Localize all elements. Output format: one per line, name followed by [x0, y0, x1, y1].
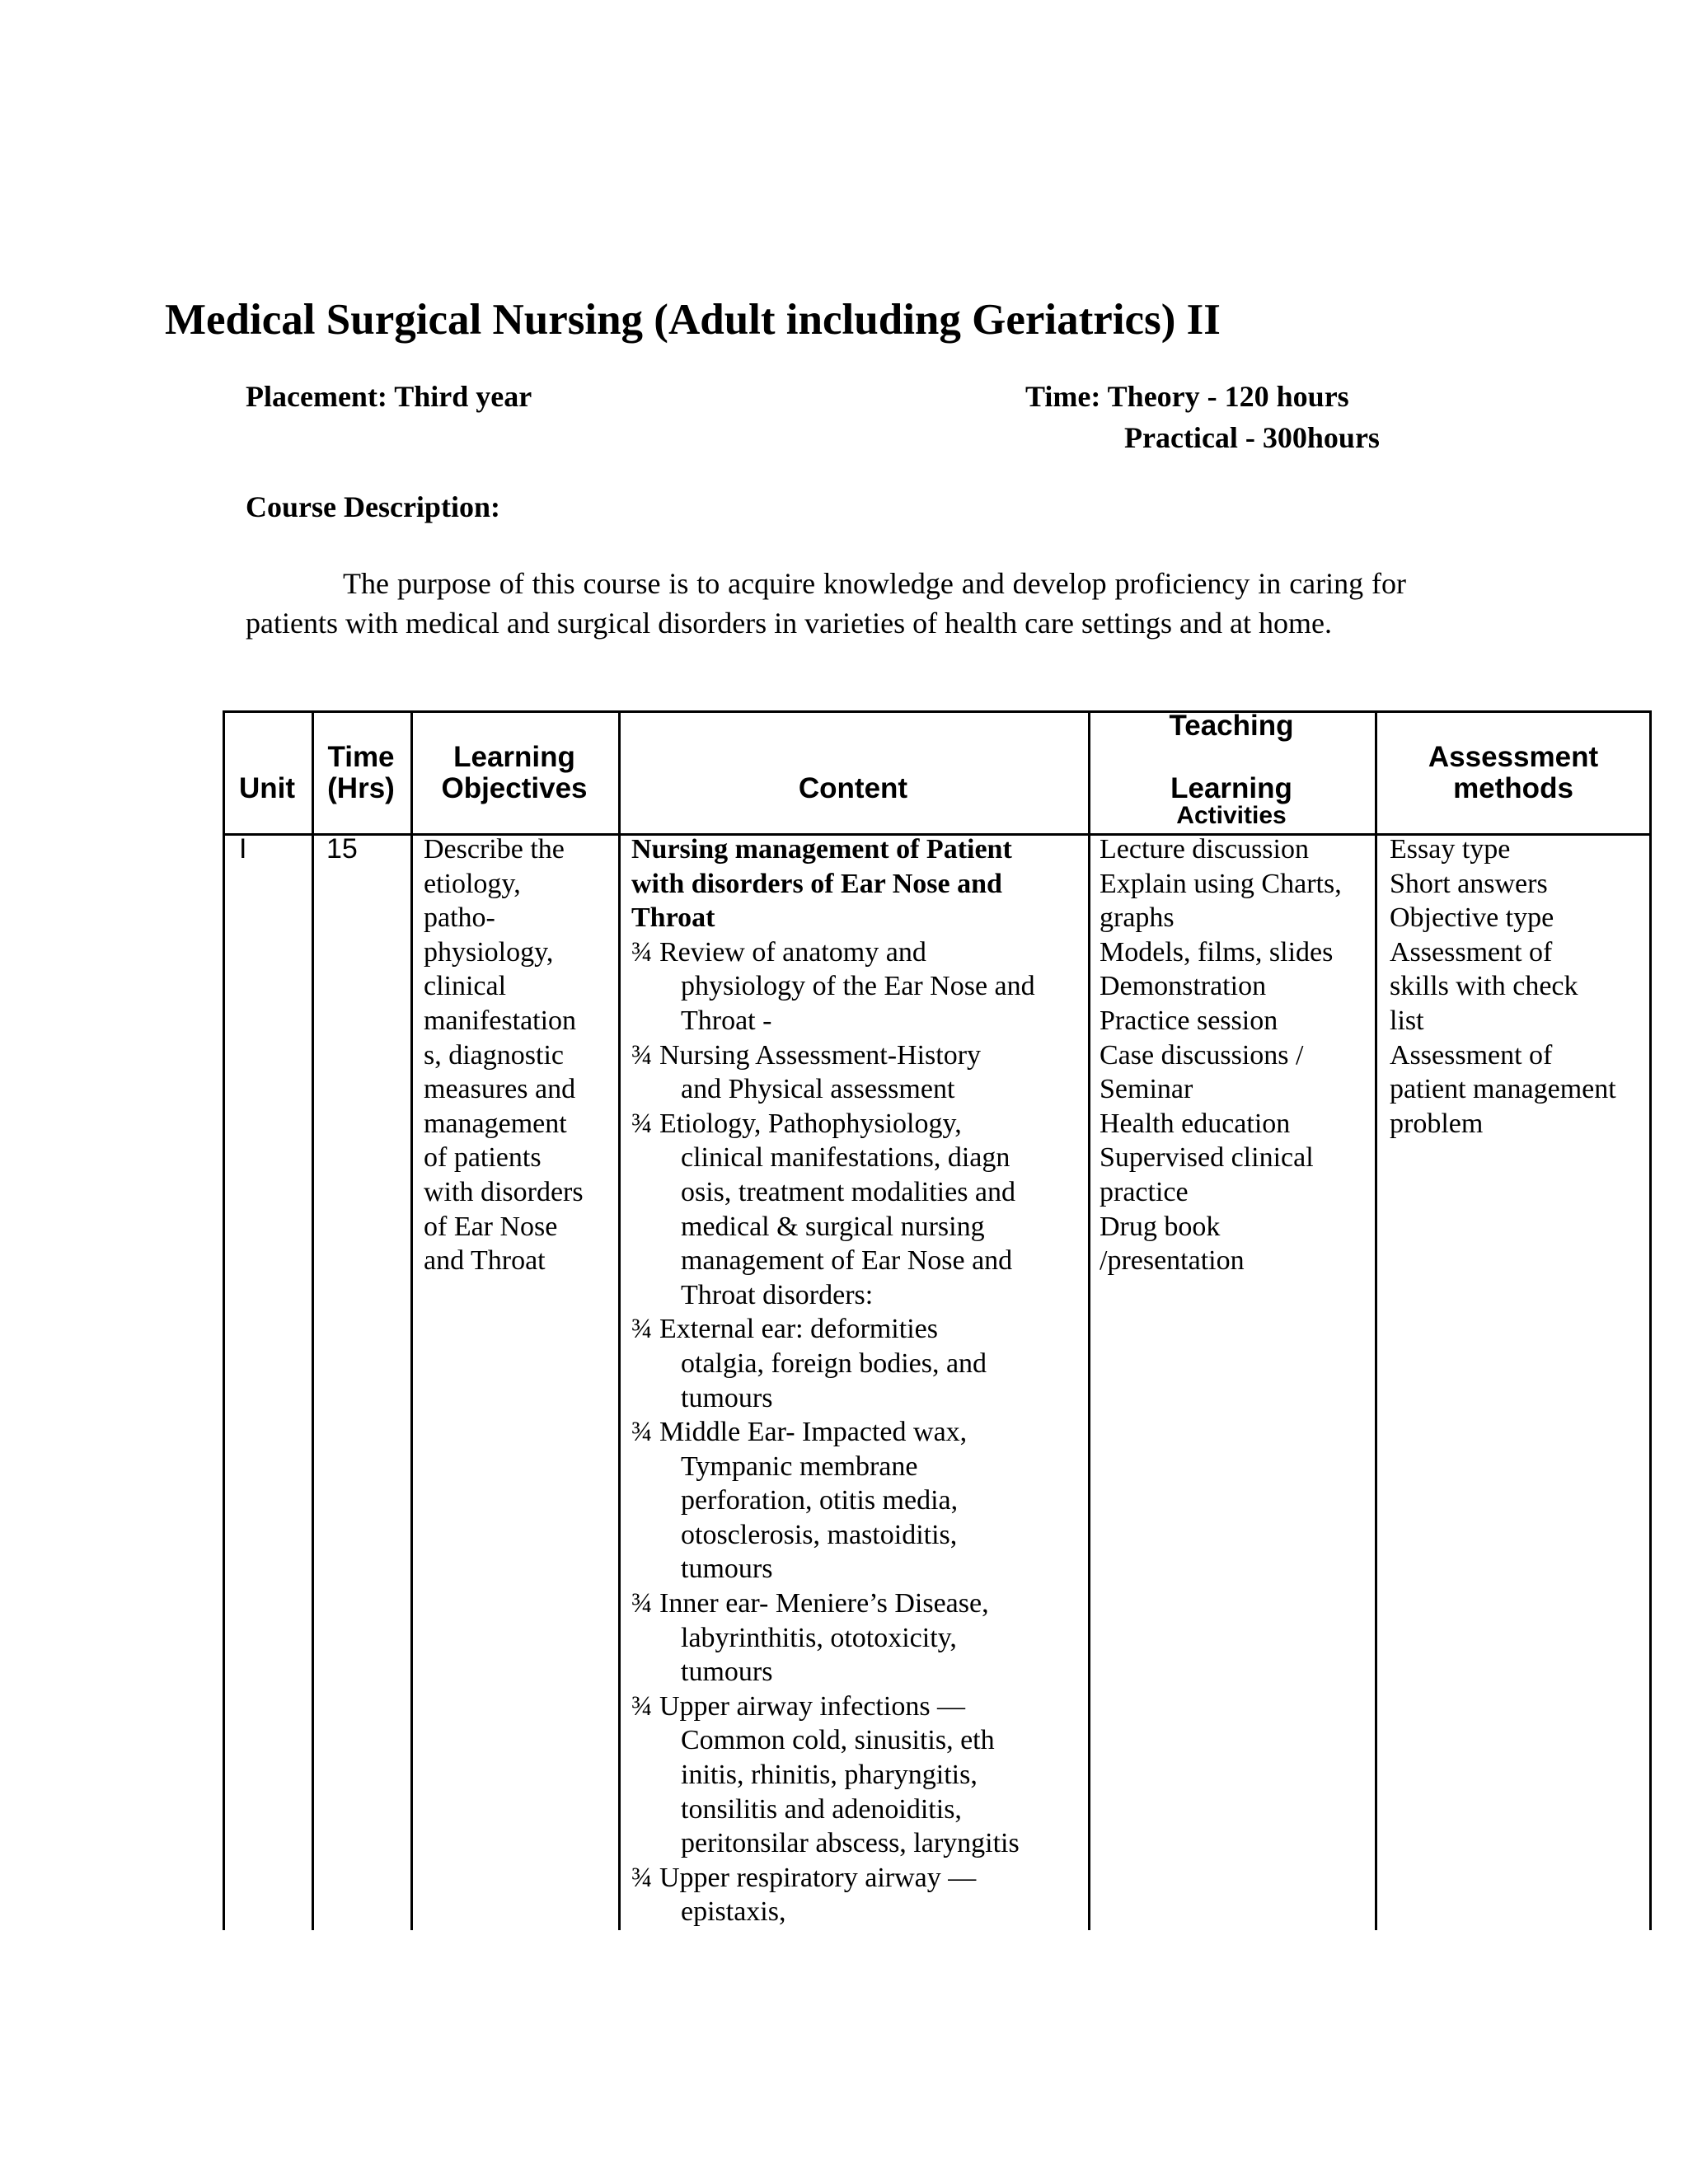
activity-line: Supervised clinical: [1100, 1142, 1314, 1174]
bullet-continuation: management of Ear Nose and: [681, 1245, 1013, 1277]
header-objectives: [410, 742, 618, 804]
bullet-symbol: ¾: [631, 936, 659, 968]
assessment-line: skills with check: [1390, 971, 1578, 1002]
objective-line: clinical: [424, 971, 507, 1002]
header-teaching-learning: [1088, 710, 1375, 827]
syllabus-table: [223, 710, 1652, 1930]
content-heading-line: with disorders of Ear Nose and: [631, 868, 1002, 899]
objective-line: patho-: [424, 902, 495, 934]
column-divider: [1088, 710, 1090, 1930]
bullet-lead-text: Nursing Assessment-History: [659, 1039, 982, 1071]
activity-line: Case discussions /: [1100, 1039, 1304, 1071]
assessment-line: problem: [1390, 1108, 1484, 1139]
header-content: Content: [798, 772, 908, 804]
bullet-continuation: Common cold, sinusitis, eth: [681, 1725, 995, 1756]
bullet-continuation: tumours: [681, 1382, 773, 1413]
activity-line: /presentation: [1100, 1245, 1245, 1277]
bullet-continuation: otalgia, foreign bodies, and: [681, 1347, 987, 1379]
column-divider: [312, 710, 314, 1930]
content-bullet-item: [631, 1690, 1035, 1861]
header-teaching-line: Teaching: [1169, 710, 1294, 742]
bullet-lead: [631, 1861, 1035, 1896]
cell-activities: [1100, 832, 1342, 1278]
bullet-continuation: tumours: [681, 1657, 773, 1688]
bullet-symbol: ¾: [631, 1417, 659, 1448]
activity-line: Demonstration: [1100, 971, 1267, 1002]
bullet-symbol: ¾: [631, 1108, 659, 1139]
content-heading-line: Throat: [631, 902, 715, 934]
objective-line: s, diagnostic: [424, 1039, 564, 1071]
time-theory: Time: Theory - 120 hours: [1025, 380, 1349, 413]
placement-label: Placement: Third year: [246, 380, 532, 413]
header-objectives-line: Objectives: [441, 772, 588, 804]
content-bullet-item: [631, 1586, 1035, 1690]
course-description-heading: Course Description:: [246, 490, 500, 523]
bullet-symbol: ¾: [631, 1690, 659, 1722]
assessment-line: Objective type: [1390, 902, 1554, 934]
objective-line: Describe the: [424, 834, 565, 865]
objective-line: physiology,: [424, 936, 554, 968]
content-bullet-item: [631, 1312, 1035, 1415]
time-practical: Practical - 300hours: [1124, 421, 1380, 454]
objective-line: management: [424, 1108, 567, 1139]
table-border-left: [223, 710, 225, 1930]
header-assessment-line: Assessment: [1428, 741, 1599, 773]
column-divider: [618, 710, 621, 1930]
objective-line: manifestation: [424, 1005, 577, 1036]
bullet-lead-text: Inner ear- Meniere’s Disease,: [659, 1588, 989, 1619]
cell-content: [631, 832, 1035, 1929]
content-bullet-item: [631, 1861, 1035, 1929]
assessment-line: list: [1390, 1005, 1424, 1036]
bullet-lead: [631, 1038, 1035, 1073]
bullet-lead-text: Middle Ear- Impacted wax,: [659, 1417, 968, 1448]
bullet-continuation: labyrinthitis, ototoxicity,: [681, 1622, 957, 1653]
header-assessment-line: methods: [1453, 772, 1573, 804]
bullet-continuation: perforation, otitis media,: [681, 1485, 959, 1516]
bullet-lead: [631, 1312, 1035, 1347]
activity-line: Seminar: [1100, 1074, 1193, 1105]
bullet-continuation: tonsilitis and adenoiditis,: [681, 1793, 962, 1825]
cell-objectives: [424, 832, 584, 1278]
content-bullet-item: [631, 1107, 1035, 1313]
activity-line: Explain using Charts,: [1100, 868, 1342, 899]
cell-unit: I: [239, 833, 247, 865]
page-title: Medical Surgical Nursing (Adult including Geriatrics) II: [165, 296, 1221, 344]
bullet-continuation: osis, treatment modalities and: [681, 1176, 1016, 1207]
bullet-continuation: peritonsilar abscess, laryngitis: [681, 1828, 1020, 1859]
activity-line: Lecture discussion: [1100, 834, 1309, 865]
content-bullet-item: [631, 1038, 1035, 1107]
activity-line: graphs: [1100, 902, 1175, 934]
bullet-lead: [631, 1586, 1035, 1621]
bullet-continuation: physiology of the Ear Nose and: [681, 971, 1035, 1002]
bullet-continuation: epistaxis,: [681, 1896, 786, 1928]
bullet-lead-text: External ear: deformities: [659, 1314, 938, 1345]
bullet-lead-text: Upper respiratory airway —: [659, 1862, 977, 1893]
bullet-continuation: otosclerosis, mastoiditis,: [681, 1519, 958, 1550]
objective-line: of Ear Nose: [424, 1211, 558, 1242]
activity-line: Drug book: [1100, 1211, 1221, 1242]
header-time-line: (Hrs): [327, 772, 395, 804]
cell-time: 15: [326, 833, 358, 865]
bullet-lead-text: Upper airway infections —: [659, 1690, 966, 1722]
assessment-line: Essay type: [1390, 834, 1511, 865]
header-objectives-line: Learning: [453, 741, 575, 773]
content-bullet-item: [631, 935, 1035, 1038]
header-teaching-line: Activities: [1176, 802, 1287, 829]
table-border-right: [1649, 710, 1652, 1930]
assessment-line: Assessment of: [1390, 1039, 1553, 1071]
bullet-symbol: ¾: [631, 1862, 659, 1893]
assessment-line: Assessment of: [1390, 936, 1553, 968]
assessment-line: Short answers: [1390, 868, 1548, 899]
assessment-line: patient management: [1390, 1074, 1616, 1105]
header-time-line: Time: [327, 741, 395, 773]
bullet-continuation: clinical manifestations, diagn: [681, 1142, 1010, 1174]
objective-line: etiology,: [424, 868, 521, 899]
header-teaching-line: Learning: [1170, 772, 1292, 804]
bullet-continuation: tumours: [681, 1554, 773, 1585]
content-bullet-item: [631, 1415, 1035, 1586]
objective-line: and Throat: [424, 1245, 546, 1277]
table-border-top: [223, 710, 1652, 713]
header-time: [312, 742, 410, 804]
column-divider: [410, 710, 413, 1930]
bullet-symbol: ¾: [631, 1314, 659, 1345]
bullet-lead-text: Etiology, Pathophysiology,: [659, 1108, 962, 1139]
cell-assessment: [1390, 832, 1616, 1141]
course-description-text: The purpose of this course is to acquire knowledge and develop proficiency in caring for patients with medical and surgical disorders in varieties of health care settings and at home.: [246, 567, 1406, 640]
bullet-lead: [631, 1690, 1035, 1724]
objective-line: measures and: [424, 1074, 576, 1105]
content-heading-line: Nursing management of Patient: [631, 834, 1012, 865]
activity-line: Practice session: [1100, 1005, 1278, 1036]
objective-line: of patients: [424, 1142, 542, 1174]
activity-line: Models, films, slides: [1100, 936, 1334, 968]
bullet-continuation: Throat -: [681, 1005, 772, 1036]
bullet-lead: [631, 1107, 1035, 1141]
header-unit: Unit: [238, 772, 296, 804]
activity-line: practice: [1100, 1176, 1189, 1207]
bullet-symbol: ¾: [631, 1039, 659, 1071]
bullet-continuation: Throat disorders:: [681, 1279, 874, 1310]
bullet-lead: [631, 935, 1035, 970]
activity-line: Health education: [1100, 1108, 1291, 1139]
bullet-lead-text: Review of anatomy and: [659, 936, 926, 968]
bullet-lead: [631, 1415, 1035, 1450]
bullet-continuation: Tympanic membrane: [681, 1451, 918, 1482]
bullet-continuation: and Physical assessment: [681, 1074, 955, 1105]
objective-line: with disorders: [424, 1176, 584, 1207]
bullet-continuation: initis, rhinitis, pharyngitis,: [681, 1760, 978, 1791]
column-divider: [1375, 710, 1377, 1930]
bullet-continuation: medical & surgical nursing: [681, 1211, 985, 1242]
header-assessment: [1375, 742, 1652, 804]
bullet-symbol: ¾: [631, 1588, 659, 1619]
